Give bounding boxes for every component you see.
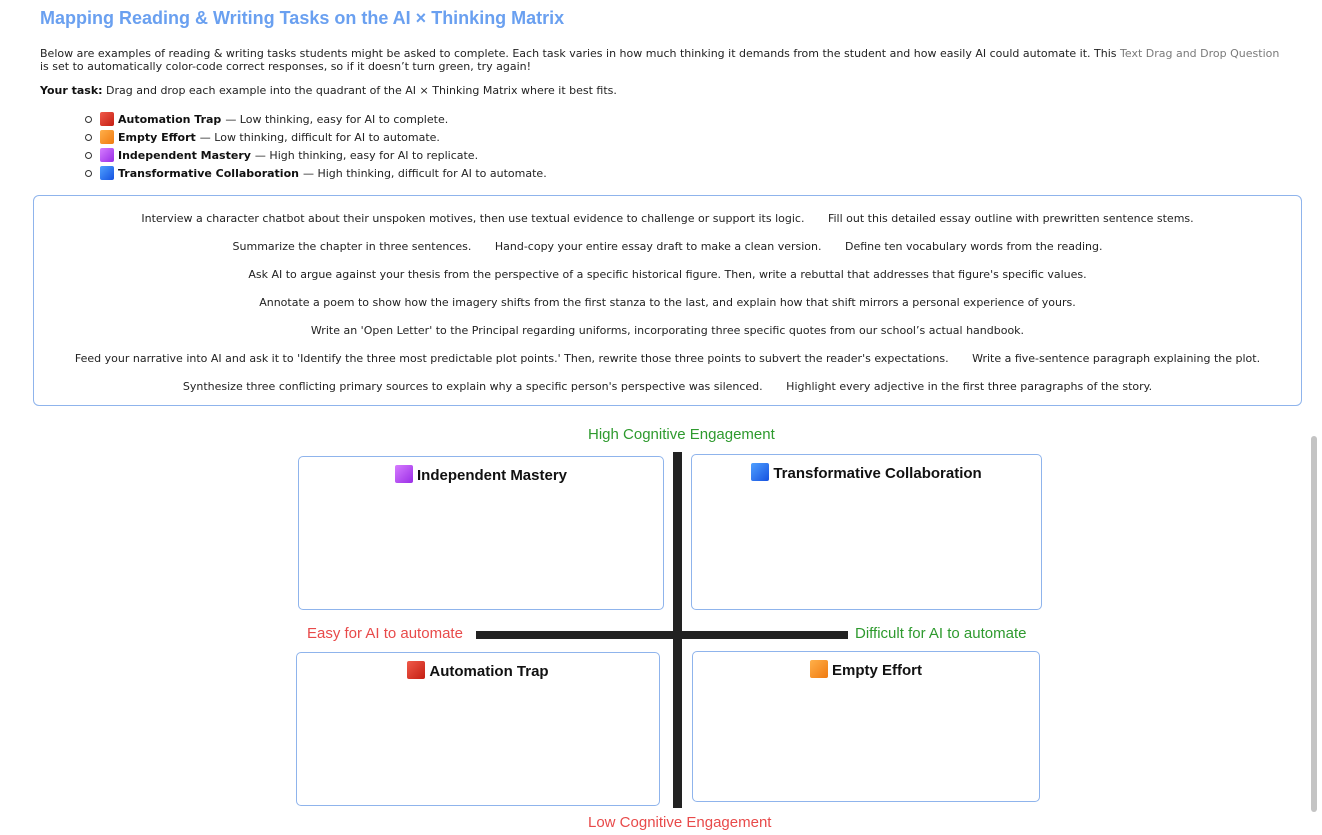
drop-zone-empty-effort[interactable] xyxy=(692,651,1040,802)
legend-desc: — High thinking, easy for AI to replicate. xyxy=(254,148,479,162)
bank-row xyxy=(34,352,1301,365)
draggable-task[interactable]: Ask AI to argue against your thesis from the perspective of a specific historical figure. Then, write a rebuttal that addresses that figure's specific values. xyxy=(248,268,1087,281)
bank-row xyxy=(34,240,1301,253)
blue-square-icon xyxy=(751,463,769,481)
legend-item-transformative-collaboration xyxy=(85,164,547,182)
orange-square-icon xyxy=(100,130,114,144)
bullet-icon xyxy=(85,152,92,159)
draggable-task[interactable]: Annotate a poem to show how the imagery shifts from the first stanza to the last, and explain how that shift mirrors a personal experience of yours. xyxy=(259,296,1076,309)
question-type-link: Text Drag and Drop Question xyxy=(1120,47,1280,60)
task-label: Your task: xyxy=(40,84,103,97)
draggable-task[interactable]: Hand-copy your entire essay draft to make a clean version. xyxy=(494,240,822,253)
quadrant-legend xyxy=(85,110,547,182)
legend-name: Automation Trap xyxy=(118,112,222,126)
draggable-task[interactable]: Write a five-sentence paragraph explaining the plot. xyxy=(972,352,1261,365)
legend-desc: — Low thinking, easy for AI to complete. xyxy=(225,112,449,126)
bullet-icon xyxy=(85,134,92,141)
quadrant-title xyxy=(297,661,659,680)
page-title: Mapping Reading & Writing Tasks on the AI × Thinking Matrix xyxy=(40,8,565,28)
bank-row xyxy=(34,324,1301,337)
intro-text-before: Below are examples of reading & writing tasks students might be asked to complete. Each task varies in how much thinking it demands from the student and how easily AI could automate it. This xyxy=(40,47,1121,60)
draggable-task[interactable]: Write an 'Open Letter' to the Principal regarding uniforms, incorporating three specific quotes from our school’s actual handbook. xyxy=(310,324,1025,337)
legend-item-empty-effort xyxy=(85,128,547,146)
quadrant-name: Independent Mastery xyxy=(416,467,568,484)
difficult-automate-label: Difficult for AI to automate xyxy=(855,625,1027,642)
easy-automate-label: Easy for AI to automate xyxy=(307,625,463,642)
quadrant-title xyxy=(299,465,663,484)
legend-name: Empty Effort xyxy=(118,130,196,144)
intro-paragraph xyxy=(40,47,1280,73)
draggable-task[interactable]: Define ten vocabulary words from the reading. xyxy=(845,240,1103,253)
bullet-icon xyxy=(85,116,92,123)
blue-square-icon xyxy=(100,166,114,180)
bank-row xyxy=(34,212,1301,225)
bullet-icon xyxy=(85,170,92,177)
task-bank[interactable] xyxy=(33,195,1302,406)
high-engagement-label: High Cognitive Engagement xyxy=(588,426,775,443)
vertical-scrollbar[interactable] xyxy=(1311,436,1317,812)
quadrant-title xyxy=(692,463,1041,482)
horizontal-axis xyxy=(476,631,848,639)
task-text: Drag and drop each example into the quadrant of the AI × Thinking Matrix where it best fits. xyxy=(102,84,617,97)
legend-desc: — Low thinking, difficult for AI to automate. xyxy=(199,130,440,144)
purple-square-icon xyxy=(395,465,413,483)
drop-zone-transformative-collaboration[interactable] xyxy=(691,454,1042,610)
draggable-task[interactable]: Highlight every adjective in the first three paragraphs of the story. xyxy=(786,380,1153,393)
bank-row xyxy=(34,296,1301,309)
legend-desc: — High thinking, difficult for AI to automate. xyxy=(302,166,547,180)
legend-name: Transformative Collaboration xyxy=(118,166,299,180)
quadrant-name: Automation Trap xyxy=(429,663,549,680)
red-square-icon xyxy=(407,661,425,679)
legend-name: Independent Mastery xyxy=(118,148,251,162)
quadrant-name: Empty Effort xyxy=(832,662,922,679)
drop-zone-independent-mastery[interactable] xyxy=(298,456,664,610)
draggable-task[interactable]: Fill out this detailed essay outline with prewritten sentence stems. xyxy=(827,212,1194,225)
drop-zone-automation-trap[interactable] xyxy=(296,652,660,806)
bank-row xyxy=(34,268,1301,281)
purple-square-icon xyxy=(100,148,114,162)
task-instructions xyxy=(40,84,617,97)
vertical-axis xyxy=(673,452,682,808)
low-engagement-label: Low Cognitive Engagement xyxy=(588,814,772,831)
draggable-task[interactable]: Synthesize three conflicting primary sources to explain why a specific person's perspective was silenced. xyxy=(182,380,763,393)
draggable-task[interactable]: Interview a character chatbot about their unspoken motives, then use textual evidence to challenge or support its logic. xyxy=(141,212,805,225)
orange-square-icon xyxy=(810,660,828,678)
quadrant-name: Transformative Collaboration xyxy=(773,465,982,482)
quadrant-title xyxy=(693,660,1039,679)
bank-row xyxy=(34,380,1301,393)
legend-item-independent-mastery xyxy=(85,146,547,164)
red-square-icon xyxy=(100,112,114,126)
intro-text-after: is set to automatically color-code correct responses, so if it doesn’t turn green, try again! xyxy=(40,60,532,73)
draggable-task[interactable]: Summarize the chapter in three sentences. xyxy=(232,240,472,253)
draggable-task[interactable]: Feed your narrative into AI and ask it to 'Identify the three most predictable plot points.' Then, rewrite those three points to subvert the reader's expectations. xyxy=(74,352,949,365)
legend-item-automation-trap xyxy=(85,110,547,128)
